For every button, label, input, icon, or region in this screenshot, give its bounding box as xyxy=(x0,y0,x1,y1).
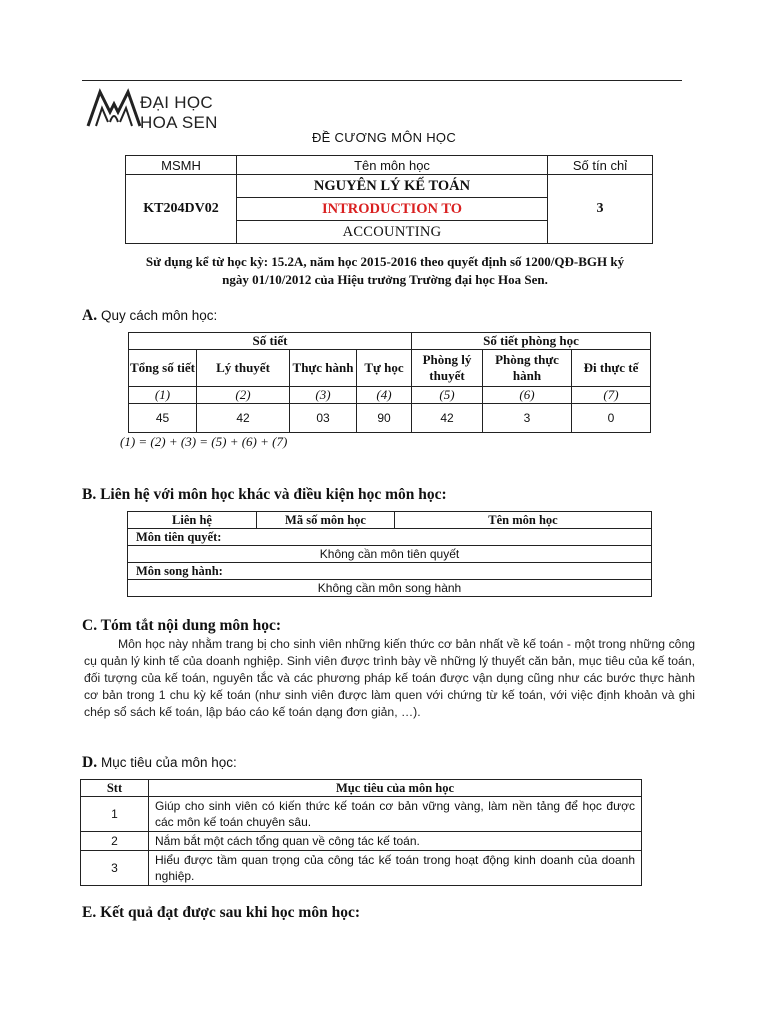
index-3: (3) xyxy=(290,387,357,404)
label-thuc-hanh: Thực hành xyxy=(290,350,357,387)
index-6: (6) xyxy=(483,387,572,404)
col-lien-he: Liên hệ xyxy=(128,512,257,529)
value-tong-so-tiet: 45 xyxy=(129,404,197,433)
value-phong-ly-thuyet: 42 xyxy=(412,404,483,433)
label-di-thuc-te: Đi thực tế xyxy=(572,350,651,387)
section-a-heading xyxy=(82,307,217,325)
objective-number: 3 xyxy=(81,851,149,886)
section-b-heading xyxy=(82,486,447,504)
section-e-heading xyxy=(82,904,360,922)
prereq-label: Môn tiên quyết: xyxy=(128,529,652,546)
col-credits-header: Số tín chỉ xyxy=(548,156,653,175)
section-a-title: Quy cách môn học: xyxy=(100,308,218,323)
index-2: (2) xyxy=(197,387,290,404)
label-tu-hoc: Tự học xyxy=(357,350,412,387)
col-stt: Stt xyxy=(81,780,149,797)
value-ly-thuyet: 42 xyxy=(197,404,290,433)
section-d-heading xyxy=(82,754,237,772)
value-di-thuc-te: 0 xyxy=(572,404,651,433)
course-credits: 3 xyxy=(548,175,653,244)
usage-note xyxy=(95,253,675,289)
institution-line1: ĐẠI HỌC xyxy=(140,93,213,112)
section-c-title: C. Tóm tắt nội dung môn học: xyxy=(82,617,282,634)
objective-number: 1 xyxy=(81,797,149,832)
value-tu-hoc: 90 xyxy=(357,404,412,433)
hours-formula: (1) = (2) + (3) = (5) + (6) + (7) xyxy=(120,434,288,449)
label-tong-so-tiet: Tổng số tiết xyxy=(129,350,197,387)
table-row xyxy=(81,851,642,886)
institution-line2: HOA SEN xyxy=(140,113,218,132)
index-7: (7) xyxy=(572,387,651,404)
course-summary-paragraph xyxy=(84,636,695,721)
course-code: KT204DV02 xyxy=(126,175,237,244)
table-row xyxy=(81,797,642,832)
prereq-text: Không cần môn tiên quyết xyxy=(128,546,652,563)
course-summary-text: Môn học này nhằm trang bị cho sinh viên những kiến thức cơ bản nhất về kế toán - một trong những công cụ quản lý kinh tế của doanh nghiệp. Sinh viên được trình bày về những lý thuyết căn bản, mục tiêu của kế toán, đối tượng của kế toán, nguyên tắc và các phương pháp kế toán được vận dụng cũng như các bước thực hành cơ bản trong 1 chu kỳ kế toán (như sinh viên được làm quen với chứng từ kế toán, với việc định khoản và ghi chép sổ sách kế toán, lập báo cáo kế toán dạng đơn giản, …). xyxy=(84,637,695,719)
group-so-tiet-phong-hoc: Số tiết phòng học xyxy=(412,333,651,350)
section-a-letter: A. xyxy=(82,307,98,324)
course-info-table xyxy=(125,155,653,244)
section-b-title: B. Liên hệ với môn học khác và điều kiện học môn học: xyxy=(82,486,447,503)
objective-text: Hiểu được tầm quan trọng của công tác kế toán trong hoạt động kinh doanh của doanh nghiệp. xyxy=(149,851,642,886)
value-thuc-hanh: 03 xyxy=(290,404,357,433)
section-c-heading xyxy=(82,617,281,635)
label-phong-thuc-hanh: Phòng thực hành xyxy=(483,350,572,387)
label-phong-ly-thuyet: Phòng lý thuyết xyxy=(412,350,483,387)
value-phong-thuc-hanh: 3 xyxy=(483,404,572,433)
table-row xyxy=(81,832,642,851)
objective-number: 2 xyxy=(81,832,149,851)
usage-note-line2: ngày 01/10/2012 của Hiệu trưởng Trường đại học Hoa Sen. xyxy=(222,272,548,287)
col-muc-tieu: Mục tiêu của môn học xyxy=(149,780,642,797)
relations-table xyxy=(127,511,652,597)
label-ly-thuyet: Lý thuyết xyxy=(197,350,290,387)
section-e-title: E. Kết quả đạt được sau khi học môn học: xyxy=(82,904,360,921)
objectives-table xyxy=(80,779,642,886)
institution-name xyxy=(140,93,218,133)
document-title: ĐỀ CƯƠNG MÔN HỌC xyxy=(311,130,457,145)
section-d-letter: D. xyxy=(82,754,98,771)
objective-text: Giúp cho sinh viên có kiến thức kế toán cơ bản vững vàng, làm nền tảng để học được các môn kế toán chuyên sâu. xyxy=(149,797,642,832)
course-name-en-line2: ACCOUNTING xyxy=(237,221,548,244)
group-so-tiet: Số tiết xyxy=(129,333,412,350)
col-ma-so-mon-hoc: Mã số môn học xyxy=(257,512,395,529)
index-5: (5) xyxy=(412,387,483,404)
hoa-sen-logo-icon xyxy=(84,82,144,132)
parallel-text: Không cần môn song hành xyxy=(128,580,652,597)
course-name-en-line1: INTRODUCTION TO xyxy=(237,198,548,221)
objective-text: Nắm bắt một cách tổng quan về công tác kế toán. xyxy=(149,832,642,851)
col-code-header: MSMH xyxy=(126,156,237,175)
hours-table xyxy=(128,332,651,433)
parallel-label: Môn song hành: xyxy=(128,563,652,580)
course-name-vn: NGUYÊN LÝ KẾ TOÁN xyxy=(237,175,548,198)
col-ten-mon-hoc: Tên môn học xyxy=(395,512,652,529)
index-1: (1) xyxy=(129,387,197,404)
section-d-title: Mục tiêu của môn học: xyxy=(100,755,237,770)
header-rule xyxy=(82,80,682,81)
index-4: (4) xyxy=(357,387,412,404)
usage-note-line1: Sử dụng kể từ học kỳ: 15.2A, năm học 2015-2016 theo quyết định số 1200/QĐ-BGH ký xyxy=(145,254,625,269)
col-name-header: Tên môn học xyxy=(237,156,548,175)
